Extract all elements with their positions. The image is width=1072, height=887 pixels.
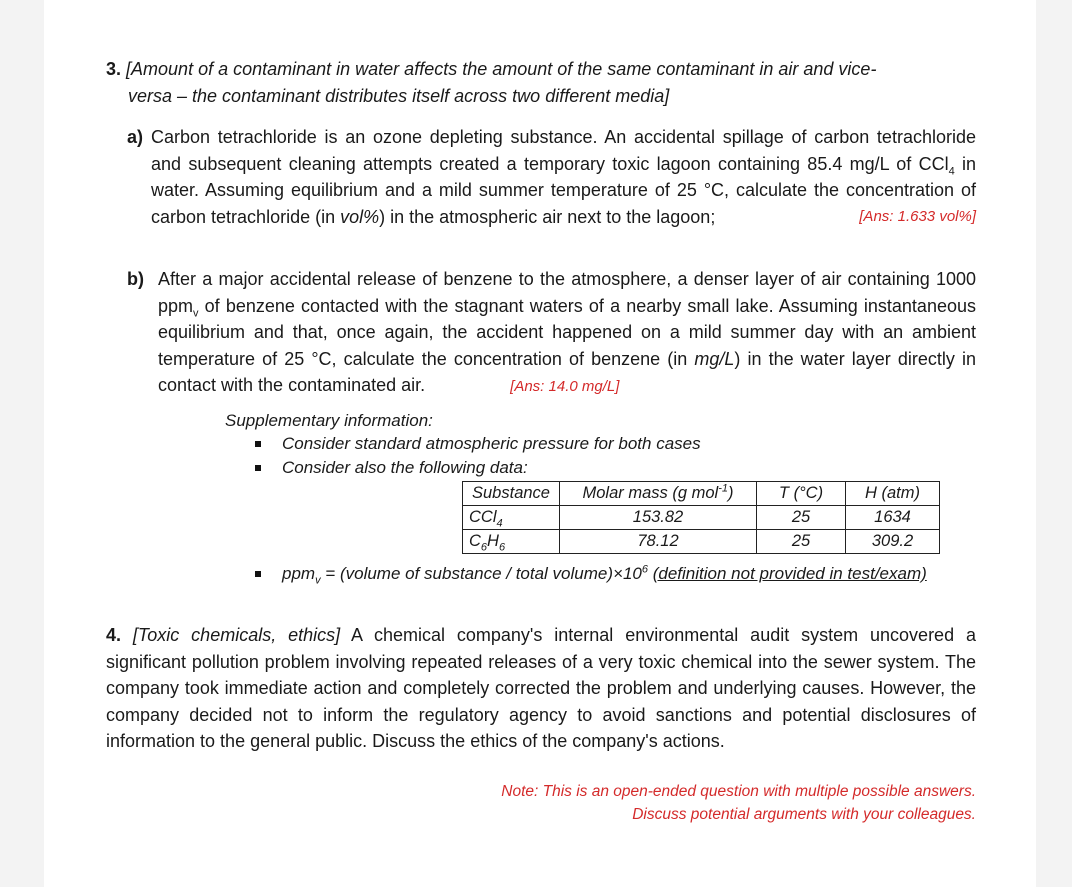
q4-note-line1: Note: This is an open-ended question with multiple possible answers. (501, 783, 976, 800)
th-temperature: T (°C) (757, 482, 846, 506)
q3b-body (158, 266, 976, 401)
q3-header-line1: [Amount of a contaminant in water affects the amount of the same contaminant in air and vice- (126, 59, 877, 79)
supp-bullet-3: ppm$_v$ = (volume of substance / total $volume)\times 10^6$ (definition not provided in test/exam) (282, 563, 927, 587)
supp-bullet-1: Consider standard atmospheric pressure for both cases (282, 434, 701, 453)
table-row (463, 530, 940, 554)
definition-note: (definition not provided in test/exam) (652, 564, 927, 583)
q3a-text-mid: in water. Assuming equilibrium and a mild summer temperature of 25 °C, calculate the concentration of carbon tetrachloride (in (151, 153, 977, 227)
th-molar-mass: Molar mass (g mol$^{-1}$) (560, 482, 757, 506)
bullet-marker (255, 465, 261, 471)
cell-t: 25 (757, 530, 846, 554)
q3b-answer: [Ans: 14.0 mg/L] (510, 378, 620, 395)
q3a-body (151, 124, 976, 230)
q3b-text-pre: After a major accidental release of benzene to the atmosphere, a denser layer of air containing 1000 ppm (158, 269, 976, 316)
cell-t: 25 (757, 506, 846, 530)
table-row (463, 506, 940, 530)
q3a-text-pre: Carbon tetrachloride is an ozone depleting substance. An accidental spillage of carbon tetrachloride and subsequent cleaning attempts created a temporary toxic lagoon containing 85.4 mg/L of CCl (151, 127, 976, 174)
q4-tag: [Toxic chemicals, ethics] (132, 625, 341, 645)
q3a-unit: vol% (340, 206, 380, 227)
cell-substance: $C_6H_6$ (463, 530, 560, 554)
q3b-text-end: ) in the water layer directly in contact with the contaminated air. (158, 348, 976, 395)
q3-header-line2: versa – the contaminant distributes itself across two different media] (128, 85, 670, 106)
q3a-sub: 4 (948, 165, 955, 178)
q4-note-line2: Discuss potential arguments with your colleagues. (632, 806, 976, 823)
th-substance: Substance (463, 482, 560, 506)
q3b-sub: v (193, 307, 199, 320)
bullet-marker (255, 571, 261, 577)
q4-body (106, 622, 976, 755)
q3-number: 3. (106, 59, 122, 79)
data-table (462, 481, 940, 554)
cell-h: 1634 (846, 506, 940, 530)
cell-substance: CCl$_4$ (463, 506, 560, 530)
cell-mass: 153.82 (560, 506, 757, 530)
q3a-text-end: ) in the atmospheric air next to the lagoon; (379, 206, 716, 227)
q3a-answer: [Ans: 1.633 vol%] (859, 207, 976, 225)
document-page (44, 0, 1036, 887)
q3a-label: a) (127, 127, 144, 147)
table-header-row (463, 482, 940, 506)
supplementary-title: Supplementary information: (225, 411, 433, 430)
q4-text: A chemical company's internal environmental audit system uncovered a significant pollution problem involving repeated releases of a very toxic chemical into the sewer system. The company took immediate action and completely corrected the problem and underlying causes. However, the company decided not to inform the regulatory agency to avoid sanctions and potential disclosures of information to the general public. Discuss the ethics of the company's actions. (106, 625, 976, 751)
supp-bullet-2: Consider also the following data: (282, 458, 528, 477)
q4-number: 4. (106, 625, 122, 645)
th-henry: H (atm) (846, 482, 940, 506)
q3b-text-mid: of benzene contacted with the stagnant waters of a nearby small lake. Assuming instantaneous equilibrium and that, once again, the accident happened on a mild summer day with an ambient temperature of 25 °C, calculate the concentration of benzene (in (158, 295, 976, 369)
cell-h: 309.2 (846, 530, 940, 554)
bullet-marker (255, 441, 261, 447)
q3b-label: b) (127, 269, 144, 289)
q3b-unit: mg/L (694, 348, 735, 369)
q4-note (501, 780, 976, 826)
cell-mass: 78.12 (560, 530, 757, 554)
q3-header (106, 56, 986, 109)
